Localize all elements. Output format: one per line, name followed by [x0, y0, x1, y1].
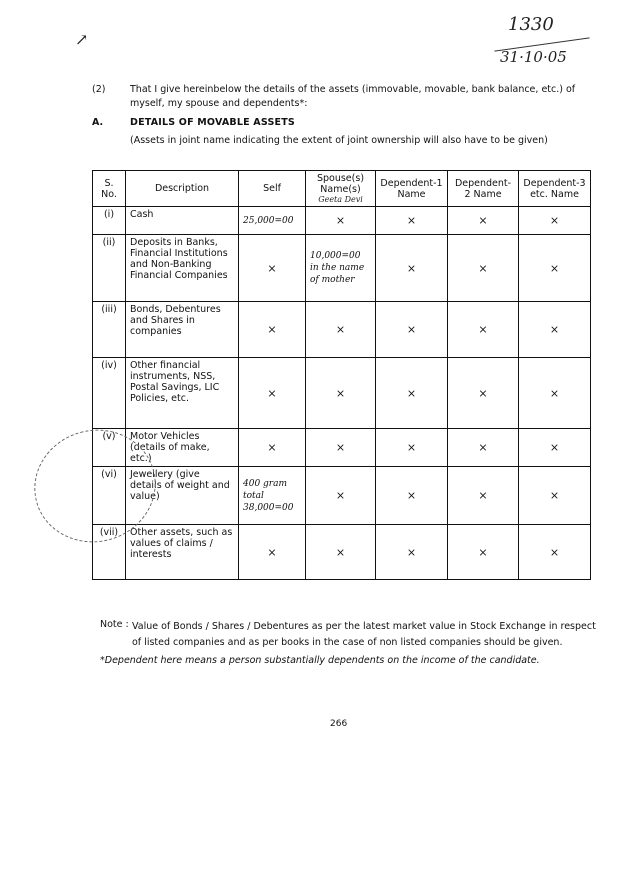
row-dependent-1: ×	[376, 302, 448, 358]
row-sno: (iii)	[93, 302, 126, 358]
row-description: Jewellery (give details of weight and value)	[126, 467, 239, 525]
row-sno: (v)	[93, 429, 126, 467]
row-dependent-1: ×	[376, 235, 448, 302]
row-spouse: ×	[306, 358, 376, 429]
row-dependent-3: ×	[519, 235, 591, 302]
row-self: 400 gram total 38,000=00	[239, 467, 306, 525]
corner-mark: ↗	[75, 30, 89, 49]
row-dependent-2: ×	[448, 235, 519, 302]
row-self: ×	[239, 302, 306, 358]
table-row	[93, 302, 591, 358]
intro-text: That I give hereinbelow the details of the assets (immovable, movable, bank balance, etc.) of myself, my spouse and dependents*:	[130, 84, 576, 109]
row-dependent-1: ×	[376, 429, 448, 467]
row-description: Deposits in Banks, Financial Institutions and Non-Banking Financial Companies	[126, 235, 239, 302]
row-dependent-1: ×	[376, 207, 448, 235]
row-dependent-2: ×	[448, 467, 519, 525]
row-sno: (i)	[93, 207, 126, 235]
row-self: ×	[239, 429, 306, 467]
row-sno: (ii)	[93, 235, 126, 302]
row-sno: (iv)	[93, 358, 126, 429]
table-row	[93, 358, 591, 429]
row-dependent-2: ×	[448, 358, 519, 429]
row-description: Other assets, such as values of claims / interests	[126, 525, 239, 580]
table-row	[93, 525, 591, 580]
row-spouse: 10,000=00 in the name of mother	[306, 235, 376, 302]
row-dependent-3: ×	[519, 302, 591, 358]
row-dependent-2: ×	[448, 207, 519, 235]
row-sno: (vii)	[93, 525, 126, 580]
row-spouse: ×	[306, 429, 376, 467]
header-spouse	[306, 171, 376, 207]
row-spouse: ×	[306, 207, 376, 235]
dependent-definition-note: *Dependent here means a person substantially dependents on the income of the candidate.	[100, 655, 540, 666]
row-dependent-3: ×	[519, 525, 591, 580]
receipt-date: 31·10·05	[500, 48, 567, 66]
row-self: ×	[239, 235, 306, 302]
page-number: 266	[330, 719, 348, 729]
row-dependent-1: ×	[376, 467, 448, 525]
row-dependent-1: ×	[376, 358, 448, 429]
section-title: DETAILS OF MOVABLE ASSETS	[130, 117, 295, 128]
row-self: 25,000=00	[239, 207, 306, 235]
header-dependent-1: Dependent-1 Name	[376, 171, 448, 207]
header-self: Self	[239, 171, 306, 207]
table-row	[93, 235, 591, 302]
row-dependent-2: ×	[448, 525, 519, 580]
row-dependent-3: ×	[519, 358, 591, 429]
section-letter: A.	[92, 117, 104, 128]
header-dependent-3: Dependent-3 etc. Name	[519, 171, 591, 207]
table-row	[93, 429, 591, 467]
receipt-number: 1330	[508, 14, 554, 35]
row-self: ×	[239, 358, 306, 429]
row-dependent-2: ×	[448, 302, 519, 358]
note-text: Value of Bonds / Shares / Debentures as per the latest market value in Stock Exchange in respect of listed companies and as per books in the case of non listed companies should be given.	[132, 621, 596, 648]
table-row	[93, 467, 591, 525]
row-spouse: ×	[306, 302, 376, 358]
row-description: Other financial instruments, NSS, Postal Savings, LIC Policies, etc.	[126, 358, 239, 429]
row-dependent-3: ×	[519, 429, 591, 467]
row-spouse: ×	[306, 467, 376, 525]
row-sno: (vi)	[93, 467, 126, 525]
row-dependent-3: ×	[519, 207, 591, 235]
row-self: ×	[239, 525, 306, 580]
header-sno: S. No.	[93, 171, 126, 207]
row-spouse: ×	[306, 525, 376, 580]
header-spouse-label: Spouse(s) Name(s)	[316, 173, 365, 195]
table-row	[93, 207, 591, 235]
movable-assets-table	[92, 170, 591, 580]
row-dependent-1: ×	[376, 525, 448, 580]
header-description: Description	[126, 171, 239, 207]
row-dependent-3: ×	[519, 467, 591, 525]
row-description: Cash	[126, 207, 239, 235]
row-description: Motor Vehicles (details of make, etc.)	[126, 429, 239, 467]
row-dependent-2: ×	[448, 429, 519, 467]
spouse-name: Geeta Devi	[318, 195, 363, 204]
row-description: Bonds, Debentures and Shares in companies	[126, 302, 239, 358]
header-dependent-2: Dependent-2 Name	[448, 171, 519, 207]
section-note: (Assets in joint name indicating the extent of joint ownership will also have to be given)	[130, 135, 548, 146]
table-header-row	[93, 171, 591, 207]
item-number: (2)	[92, 84, 106, 95]
note-label: Note :	[100, 619, 129, 630]
handwritten-receipt-stamp	[490, 14, 610, 74]
